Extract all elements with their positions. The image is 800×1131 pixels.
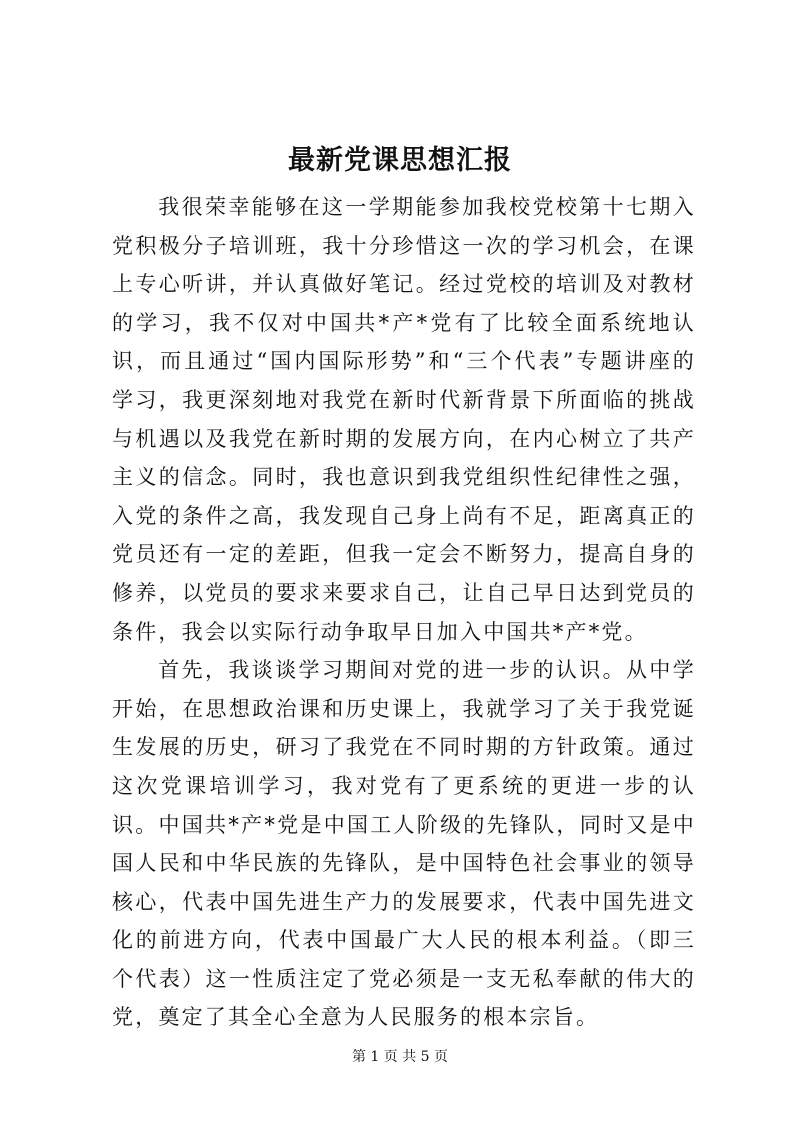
paragraph-2: 首先，我谈谈学习期间对党的进一步的认识。从中学开始，在思想政治课和历史课上，我就学习了关于我党诞生发展的历史，研习了我党在不同时期的方针政策。通过这次党课培训学习，我对党有了更系统的更进一步的认识。中国共*产*党是中国工人阶级的先锋队，同时又是中国人民和中华民族的先锋队，是中国特色社会事业的领导核心，代表中国先进生产力的发展要求，代表中国先进文化的前进方向，代表中国最广大人民的根本利益。（即三个代表）这一性质注定了党必须是一支无私奉献的伟大的党，奠定了其全心全意为人民服务的根本宗旨。: [112, 658, 696, 1030]
document-body: [112, 188, 696, 1037]
document-title: 最新党课思想汇报: [288, 145, 512, 176]
paragraph-1: 我很荣幸能够在这一学期能参加我校党校第十七期入党积极分子培训班，我十分珍惜这一次的学习机会，在课上专心听讲，并认真做好笔记。经过党校的培训及对教材的学习，我不仅对中国共*产*党有了比较全面系统地认识，而且通过“国内国际形势”和“三个代表”专题讲座的学习，我更深刻地对我党在新时代新背景下所面临的挑战与机遇以及我党在新时期的发展方向，在内心树立了共产主义的信念。同时，我也意识到我党组织性纪律性之强，入党的条件之高，我发现自己身上尚有不足，距离真正的党员还有一定的差距，但我一定会不断努力，提高自身的修养，以党员的要求来要求自己，让自己早日达到党员的条件，我会以实际行动争取早日加入中国共*产*党。: [112, 195, 696, 644]
page-footer: 第 1 页 共 5 页: [351, 1049, 449, 1065]
